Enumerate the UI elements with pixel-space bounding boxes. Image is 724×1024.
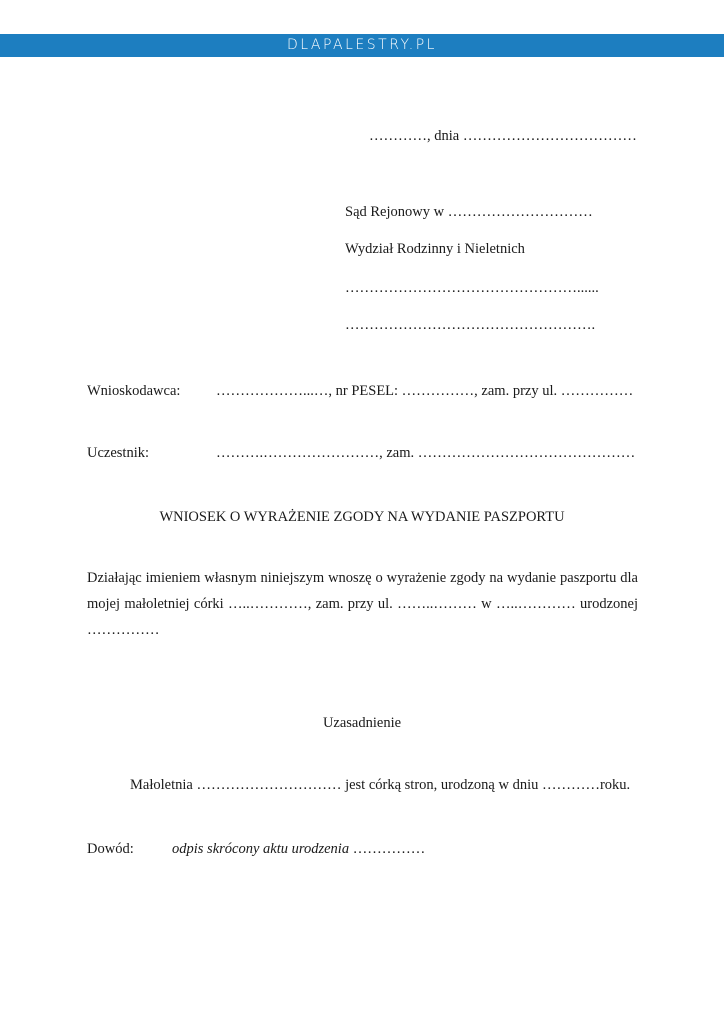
body-line-1: Działając imieniem własnym niniejszym wnoszę o wyrażenie zgody na wydanie paszportu dla [87,570,638,586]
participant-label: Uczestnik: [87,445,150,461]
court-address-line-2: ……………………………………………. [345,317,596,333]
place-date-line: …………, dnia ……………………………… [369,128,637,144]
justification-heading: Uzasadnienie [322,715,402,731]
court-division: Wydział Rodzinny i Nieletnich [345,241,525,257]
body-line-3: …………… [87,622,160,638]
evidence-value [172,840,425,858]
evidence-dots: …………… [349,841,426,857]
evidence-label: Dowód: [87,841,134,857]
applicant-value: ………………...…, nr PESEL: ……………, zam. przy ul. …………… [216,383,634,399]
applicant-label: Wnioskodawca: [87,383,181,399]
header-bar [0,34,724,57]
document-title: WNIOSEK O WYRAŻENIE ZGODY NA WYDANIE PASZPORTU [159,509,565,525]
evidence-document-name: odpis skrócony aktu urodzenia [172,841,350,857]
brand-logo: DLAPALESTRY.PL [287,37,437,53]
participant-value: ……….……………………, zam. ……………………………………… [216,445,636,461]
justification-text: Małoletnia ………………………… jest córką stron, urodzoną w dniu …………roku. [130,777,631,793]
court-name: Sąd Rejonowy w ………………………… [345,204,593,220]
court-address-line-1: …………………………………………...... [345,280,599,296]
body-line-2: mojej małoletniej córki …..…………, zam. przy ul. ……..……… w …..………… urodzonej [87,596,638,612]
